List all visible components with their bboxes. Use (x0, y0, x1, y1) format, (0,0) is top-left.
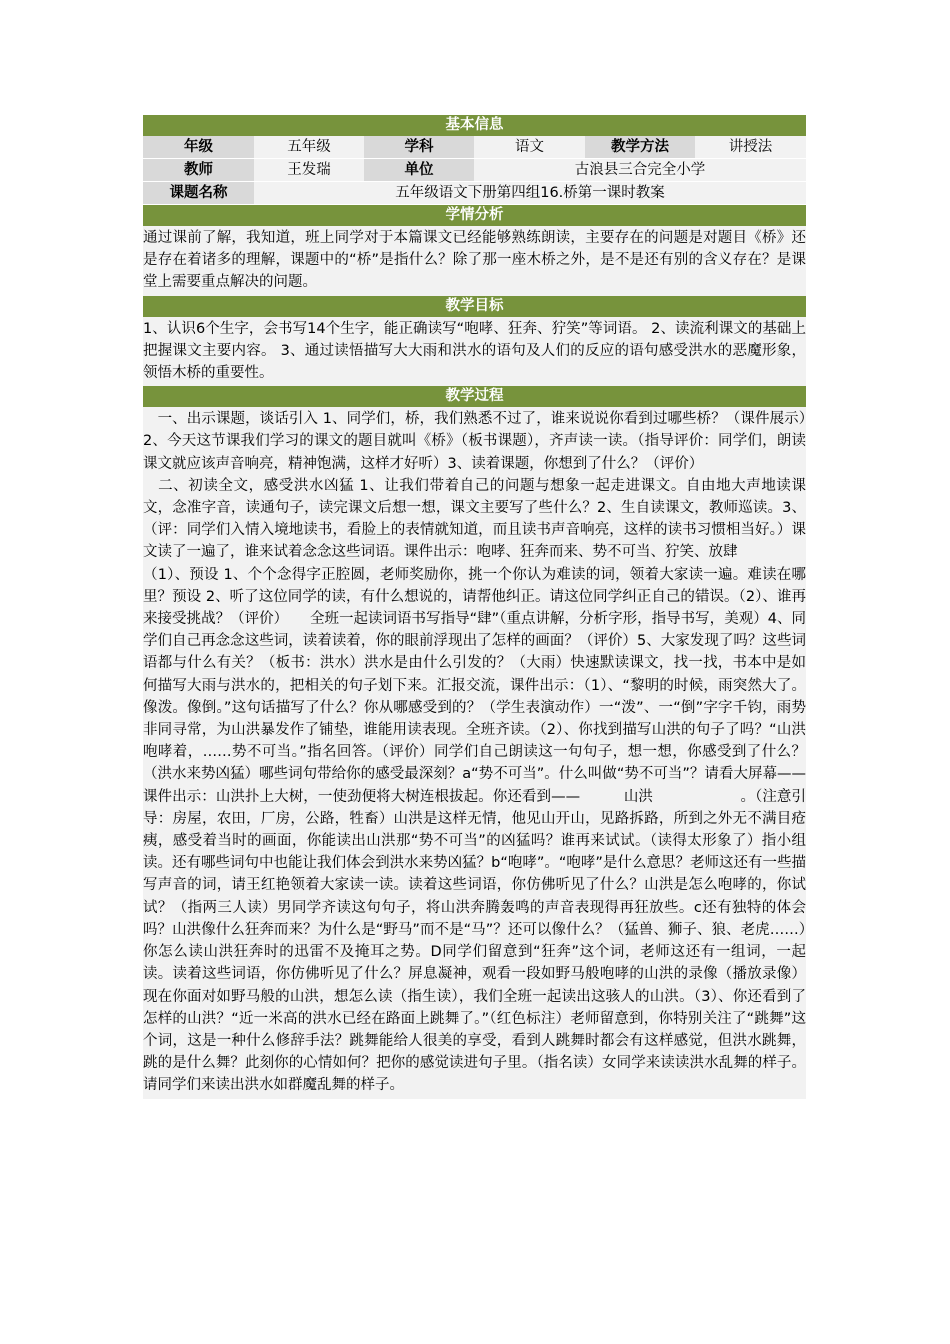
unit-value: 古浪县三合完全小学 (474, 159, 806, 182)
subject-label: 学科 (364, 136, 474, 159)
teaching-process-body (143, 407, 806, 1098)
teaching-goals-header: 教学目标 (143, 296, 806, 317)
basic-info-header: 基本信息 (143, 115, 806, 136)
teaching-goals-text: 1、认识6个生字，会书写14个生字，能正确读写“咆哮、狂奔、狞笑”等词语。 2、读流利课文的基础上把握课文主要内容。 3、通过读悟描写大大雨和洪水的语句及人们的反应的语句感受洪水的恶魔形象，领悟木桥的重要性。 (143, 317, 806, 387)
subject-value: 语文 (474, 136, 585, 159)
info-row-teacher (143, 159, 806, 182)
info-row-course (143, 182, 806, 205)
basic-info-table (143, 136, 806, 205)
grade-label: 年级 (143, 136, 254, 159)
student-analysis-header: 学情分析 (143, 205, 806, 226)
teacher-value: 王发瑞 (254, 159, 364, 182)
course-label: 课题名称 (143, 182, 254, 205)
lesson-plan-sheet (143, 115, 806, 1099)
process-paragraph-intro: 一、出示课题，谈话引入 1、同学们，桥，我们熟悉不过了，谁来说说你看到过哪些桥？（课件展示）2、今天这节课我们学习的课文的题目就叫《桥》（板书课题），齐声读一读。（指导评价：同学们，朗读课文就应该声音响亮，精神饱满，这样才好听）3、读着课题，你想到了什么？（评价） (143, 411, 806, 472)
process-paragraph-discussion: （1）、预设 1、个个念得字正腔圆，老师奖励你，挑一个你认为难读的词，领着大家读一遍。难读在哪里？预设 2、听了这位同学的读，有什么想说的，请帮他纠正。请这位同学纠正自己的错误。（2）、谁再来接受挑战？（评价） 全班一起读词语书写指导“肆”（重点讲解，分析字形，指导书写，美观）4、同学们自己再念念这些词，读着读着，你的眼前浮现出了怎样的画面？（评价）5、大家发现了吗？这些词语都与什么有关？（板书：洪水）洪水是由什么引发的？（大雨）快速默读课文，找一找，书本中是如何描写大雨与洪水的，把相关的句子划下来。汇报交流，课件出示：（1）、“黎明的时候，雨突然大了。像泼。像倒。”这句话描写了什么？你从哪感受到的？（学生表演动作）一“泼”、一“倒”字字千钧，雨势非同寻常，为山洪暴发作了铺垫，谁能用读表现。全班齐读。（2）、你找到描写山洪的句子了吗？“山洪咆哮着，……势不可当。”指名回答。（评价）同学们自己朗读这一句句子，想一想，你感受到了什么？（洪水来势凶猛）哪些词句带给你的感受最深刻？a“势不可当”。什么叫做“势不可当”？请看大屏幕——课件出示：山洪扑上大树，一使劲便将大树连根拔起。你还看到—— 山洪 。（注意引导：房屋，农田，厂房，公路，牲畜）山洪是这样无情，他见山开山，见路拆路，所到之外无不满目疮痍，感受着当时的画面，你能读出山洪那“势不可当”的凶猛吗？谁再来试试。（读得太形象了）指小组读。还有哪些词句中也能让我们体会到洪水来势凶猛？b“咆哮”。“咆哮”是什么意思？老师这还有一些描写声音的词，请王红艳领着大家读一读。读着这些词语，你仿佛听见了什么？山洪是怎么咆哮的，你试试？（指两三人读）男同学齐读这句句子，将山洪奔腾轰鸣的声音表现得再狂放些。c还有独特的体会吗？山洪像什么狂奔而来？为什么是“野马”而不是“马”？还可以像什么？（猛兽、狮子、狼、老虎……）你怎么读山洪狂奔时的迅雷不及掩耳之势。D同学们留意到“狂奔”这个词，老师这还有一组词，一起读。读着这些词语，你仿佛听见了什么？屏息凝神，观看一段如野马般咆哮的山洪的录像（播放录像）现在你面对如野马般的山洪，想怎么读（指生读），我们全班一起读出这骇人的山洪。（3）、你还看到了怎样的山洪？“近一米高的洪水已经在路面上跳舞了。”（红色标注）老师留意到，你特别关注了“跳舞”这个词，这是一种什么修辞手法？跳舞能给人很美的享受，看到人跳舞时都会有这样感觉，但洪水跳舞，跳的是什么舞？此刻你的心情如何？把你的感觉读进句子里。（指名读）女同学来读读洪水乱舞的样子。请同学们来读出洪水如群魔乱舞的样子。 (143, 566, 806, 1094)
student-analysis-text: 通过课前了解，我知道，班上同学对于本篇课文已经能够熟练朗读，主要存在的问题是对题目《桥》还是存在着诸多的理解，课题中的“桥”是指什么？除了那一座木桥之外，是不是还有别的含义存在？是课堂上需要重点解决的问题。 (143, 226, 806, 296)
grade-value: 五年级 (254, 136, 364, 159)
info-row-grade (143, 136, 806, 159)
method-label: 教学方法 (585, 136, 695, 159)
teacher-label: 教师 (143, 159, 254, 182)
unit-label: 单位 (364, 159, 474, 182)
method-value: 讲授法 (695, 136, 806, 159)
teaching-process-header: 教学过程 (143, 386, 806, 407)
process-paragraph-first-reading: 二、初读全文，感受洪水凶猛 1、让我们带着自己的问题与想象一起走进课文。自由地大声地读课文，念准字音，读通句子，读完课文后想一想，课文主要写了些什么？2、生自读课文，教师巡读。3、（评：同学们入情入境地读书，看脸上的表情就知道，而且读书声音响亮，这样的读书习惯相当好。）课文读了一遍了，谁来试着念念这些词语。课件出示：咆哮、狂奔而来、势不可当、狞笑、放肆 (143, 477, 806, 561)
course-value: 五年级语文下册第四组16.桥第一课时教案 (254, 182, 806, 205)
